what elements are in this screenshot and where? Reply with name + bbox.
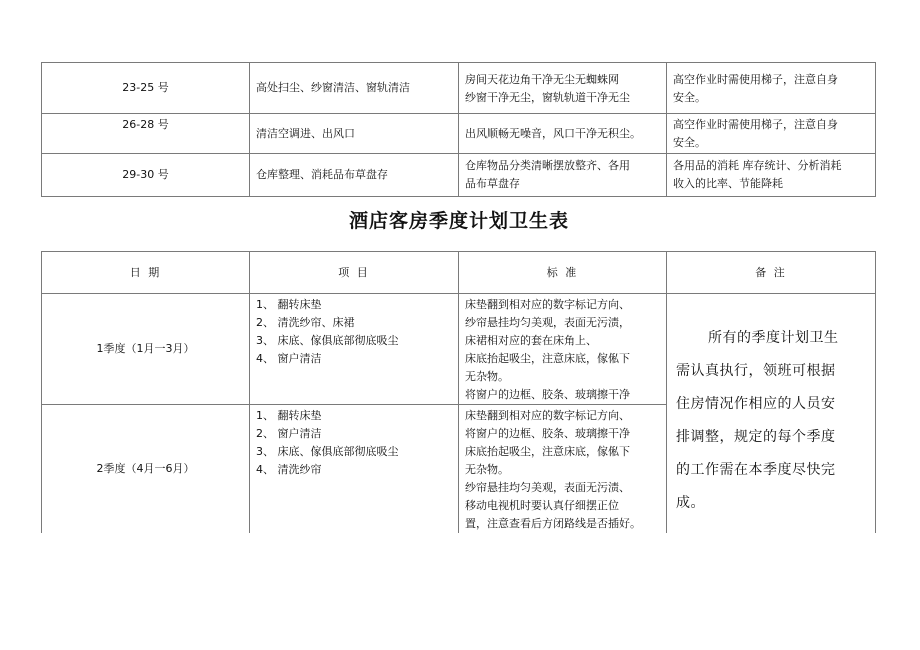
standard-line: 床底抬起吸尘，注意床底，傢俬下 [465, 352, 630, 365]
task-cell [250, 154, 459, 197]
items-cell [250, 405, 459, 534]
standard-line: 移动电视机时要认真仔细摆正位 [465, 499, 619, 512]
item-line: 4、 窗户清洁 [256, 352, 322, 365]
header-item: 项 目 [250, 252, 459, 294]
standard-line: 床底抬起吸尘，注意床底，傢俬下 [465, 445, 630, 458]
standard-line: 床垫翻到相对应的数字标记方向、 [465, 298, 630, 311]
standard-cell [459, 405, 667, 534]
note-line: 住房情况作相应的人员安 [676, 396, 836, 412]
period-text: 2季度（4月一6月） [96, 462, 195, 475]
table-row [42, 154, 876, 197]
standard-line: 将窗户的边框、胶条、玻璃擦干净 [465, 427, 630, 440]
standard-line: 床裙相对应的套在床角上、 [465, 334, 597, 347]
item-line: 4、 清洗纱帘 [256, 463, 322, 476]
standard-line: 纱帘悬挂均匀美观，表面无污渍， [465, 316, 630, 329]
date-cell [42, 154, 250, 197]
task-text: 高处扫尘、纱窗清洁、窗轨清洁 [256, 81, 410, 94]
items-cell [250, 294, 459, 405]
period-cell [42, 294, 250, 405]
standard-line: 置，注意查看后方闭路线是否插好。 [465, 517, 641, 530]
note-line: 的工作需在本季度尽快完 成。 [676, 462, 836, 511]
table-row [42, 294, 876, 405]
standard-line: 无杂物。 [465, 370, 509, 383]
remark-line: 高空作业时需使用梯子，注意自身 [673, 118, 838, 131]
header-date: 日 期 [42, 252, 250, 294]
table-row [42, 114, 876, 154]
period-cell [42, 405, 250, 534]
header-remark: 备 注 [667, 252, 876, 294]
standard-line: 房间天花边角干净无尘无蜘蛛网 [465, 73, 619, 86]
header-standard: 标 准 [459, 252, 667, 294]
item-line: 1、 翻转床垫 [256, 409, 322, 422]
standard-cell [459, 154, 667, 197]
standard-cell [459, 294, 667, 405]
period-text: 1季度（1月一3月） [96, 342, 195, 355]
page-title: 酒店客房季度计划卫生表 [348, 210, 569, 232]
remark-line: 收入的比率、节能降耗 [673, 177, 783, 190]
task-cell [250, 114, 459, 154]
item-line: 2、 窗户清洁 [256, 427, 322, 440]
note-line: 排调整，规定的每个季度 [676, 429, 836, 445]
task-text: 清洁空调进、出风口 [256, 127, 355, 140]
table-row [42, 63, 876, 114]
remark-line: 安全。 [673, 136, 706, 149]
remark-line: 高空作业时需使用梯子，注意自身 [673, 73, 838, 86]
note-line: 需认真执行，领班可根据 [676, 363, 836, 379]
date-text: 29-30 号 [122, 168, 169, 181]
date-text: 23-25 号 [122, 81, 169, 94]
table-header-row [42, 252, 876, 294]
task-text: 仓库整理、消耗品布草盘存 [256, 168, 388, 181]
remark-cell [667, 63, 876, 114]
remark-line: 各用品的消耗 库存统计、分析消耗 [673, 159, 842, 172]
date-text: 26-28 号 [122, 118, 169, 131]
standard-line: 仓库物品分类清晰摆放整齐、各用 [465, 159, 630, 172]
date-cell [42, 63, 250, 114]
date-cell [42, 114, 250, 154]
standard-line: 纱帘悬挂均匀美观，表面无污渍、 [465, 481, 630, 494]
quarterly-plan-table [41, 251, 876, 533]
standard-line: 纱窗干净无尘，窗轨轨道干净无尘 [465, 91, 630, 104]
standard-line: 无杂物。 [465, 463, 509, 476]
monthly-schedule-table [41, 62, 876, 197]
note-line: 所有的季度计划卫生 [708, 330, 839, 346]
standard-line: 出风顺畅无噪音，风口干净无积尘。 [465, 127, 641, 140]
item-line: 3、 床底、傢俱底部彻底吸尘 [256, 334, 399, 347]
standard-line: 将窗户的边框、胶条、玻璃擦干净 [465, 388, 630, 401]
note-cell [667, 294, 876, 534]
item-line: 1、 翻转床垫 [256, 298, 322, 311]
remark-cell [667, 154, 876, 197]
standard-line: 品布草盘存 [465, 177, 520, 190]
standard-cell [459, 63, 667, 114]
task-cell [250, 63, 459, 114]
standard-line: 床垫翻到相对应的数字标记方向、 [465, 409, 630, 422]
standard-cell [459, 114, 667, 154]
item-line: 3、 床底、傢俱底部彻底吸尘 [256, 445, 399, 458]
remark-line: 安全。 [673, 91, 706, 104]
remark-cell [667, 114, 876, 154]
item-line: 2、 清洗纱帘、床裙 [256, 316, 355, 329]
